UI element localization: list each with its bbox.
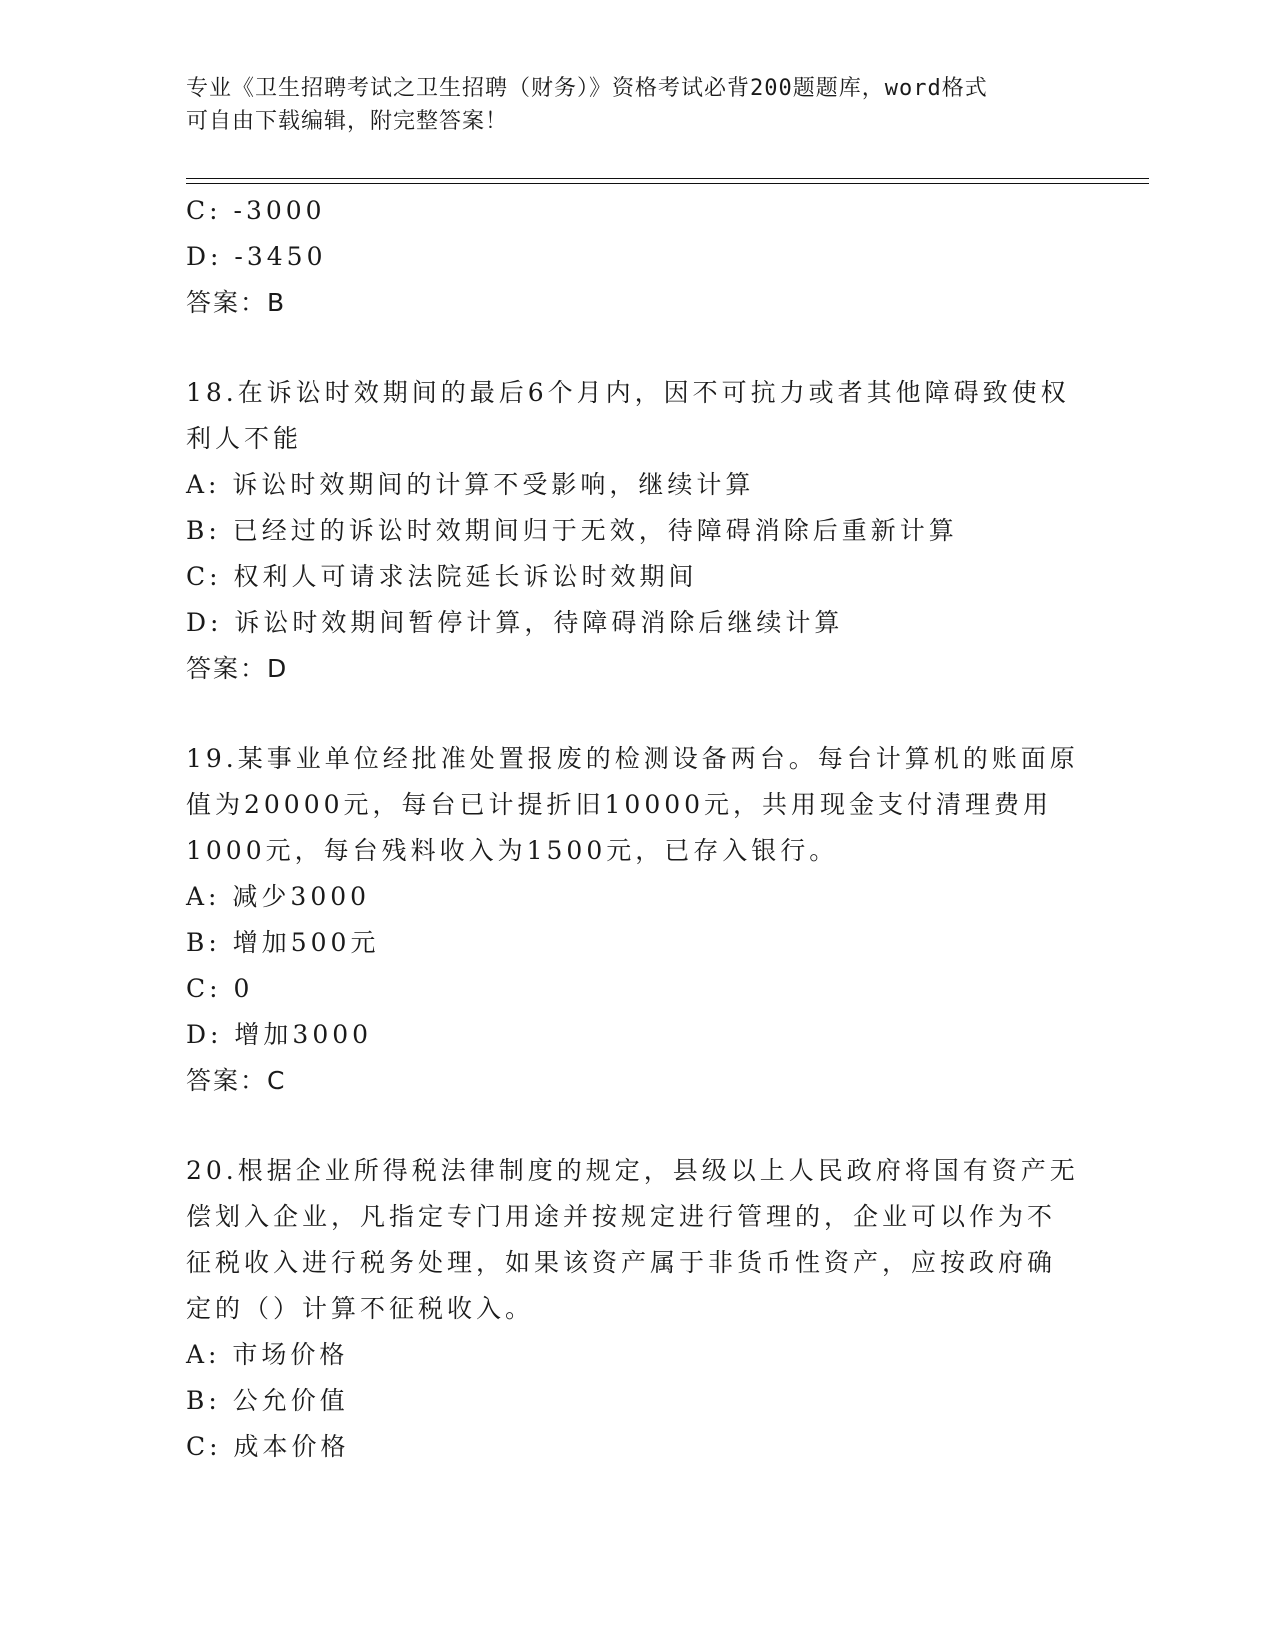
option-d: D: 诉讼时效期间暂停计算，待障碍消除后继续计算: [186, 608, 844, 637]
answer-line: 答案：C: [186, 1066, 287, 1095]
question-stem-line: 19.某事业单位经批准处置报废的检测设备两台。每台计算机的账面原: [186, 744, 1079, 773]
page-header: [186, 72, 1066, 138]
question-stem-line: 偿划入企业，凡指定专门用途并按规定进行管理的，企业可以作为不: [186, 1202, 1057, 1231]
question-stem-line: 值为20000元，每台已计提折旧10000元，共用现金支付清理费用: [186, 790, 1053, 819]
header-line-1: 专业《卫生招聘考试之卫生招聘（财务）》资格考试必背200题题库，word格式: [186, 76, 988, 101]
question-17-tail: [186, 188, 1086, 326]
option-c: C: 成本价格: [186, 1432, 350, 1461]
question-19: [186, 736, 1086, 1104]
option-d: D: -3450: [186, 242, 327, 271]
question-20: [186, 1148, 1086, 1470]
question-stem-line: 1000元，每台残料收入为1500元，已存入银行。: [186, 836, 839, 865]
question-stem-line: 定的（）计算不征税收入。: [186, 1294, 535, 1323]
question-stem-line: 18.在诉讼时效期间的最后6个月内，因不可抗力或者其他障碍致使权: [186, 378, 1070, 407]
option-c: C: 0: [186, 974, 254, 1003]
option-c: C: -3000: [186, 196, 326, 225]
header-divider-top: [186, 178, 1149, 179]
option-a: A: 诉讼时效期间的计算不受影响，继续计算: [186, 470, 755, 499]
option-d: D: 增加3000: [186, 1020, 373, 1049]
question-stem-line: 利人不能: [186, 424, 303, 453]
question-18: [186, 370, 1086, 692]
option-a: A: 减少3000: [186, 882, 371, 911]
answer-line: 答案：D: [186, 654, 289, 683]
option-b: B: 增加500元: [186, 928, 380, 957]
document-body: [186, 188, 1086, 1470]
question-stem-line: 征税收入进行税务处理，如果该资产属于非货币性资产，应按政府确: [186, 1248, 1057, 1277]
header-divider-bottom: [186, 183, 1149, 184]
option-c: C: 权利人可请求法院延长诉讼时效期间: [186, 562, 698, 591]
answer-line: 答案：B: [186, 288, 287, 317]
option-a: A: 市场价格: [186, 1340, 349, 1369]
option-b: B: 已经过的诉讼时效期间归于无效，待障碍消除后重新计算: [186, 516, 958, 545]
option-b: B: 公允价值: [186, 1386, 349, 1415]
header-line-2: 可自由下载编辑，附完整答案！: [186, 109, 509, 134]
question-stem-line: 20.根据企业所得税法律制度的规定，县级以上人民政府将国有资产无: [186, 1156, 1079, 1185]
